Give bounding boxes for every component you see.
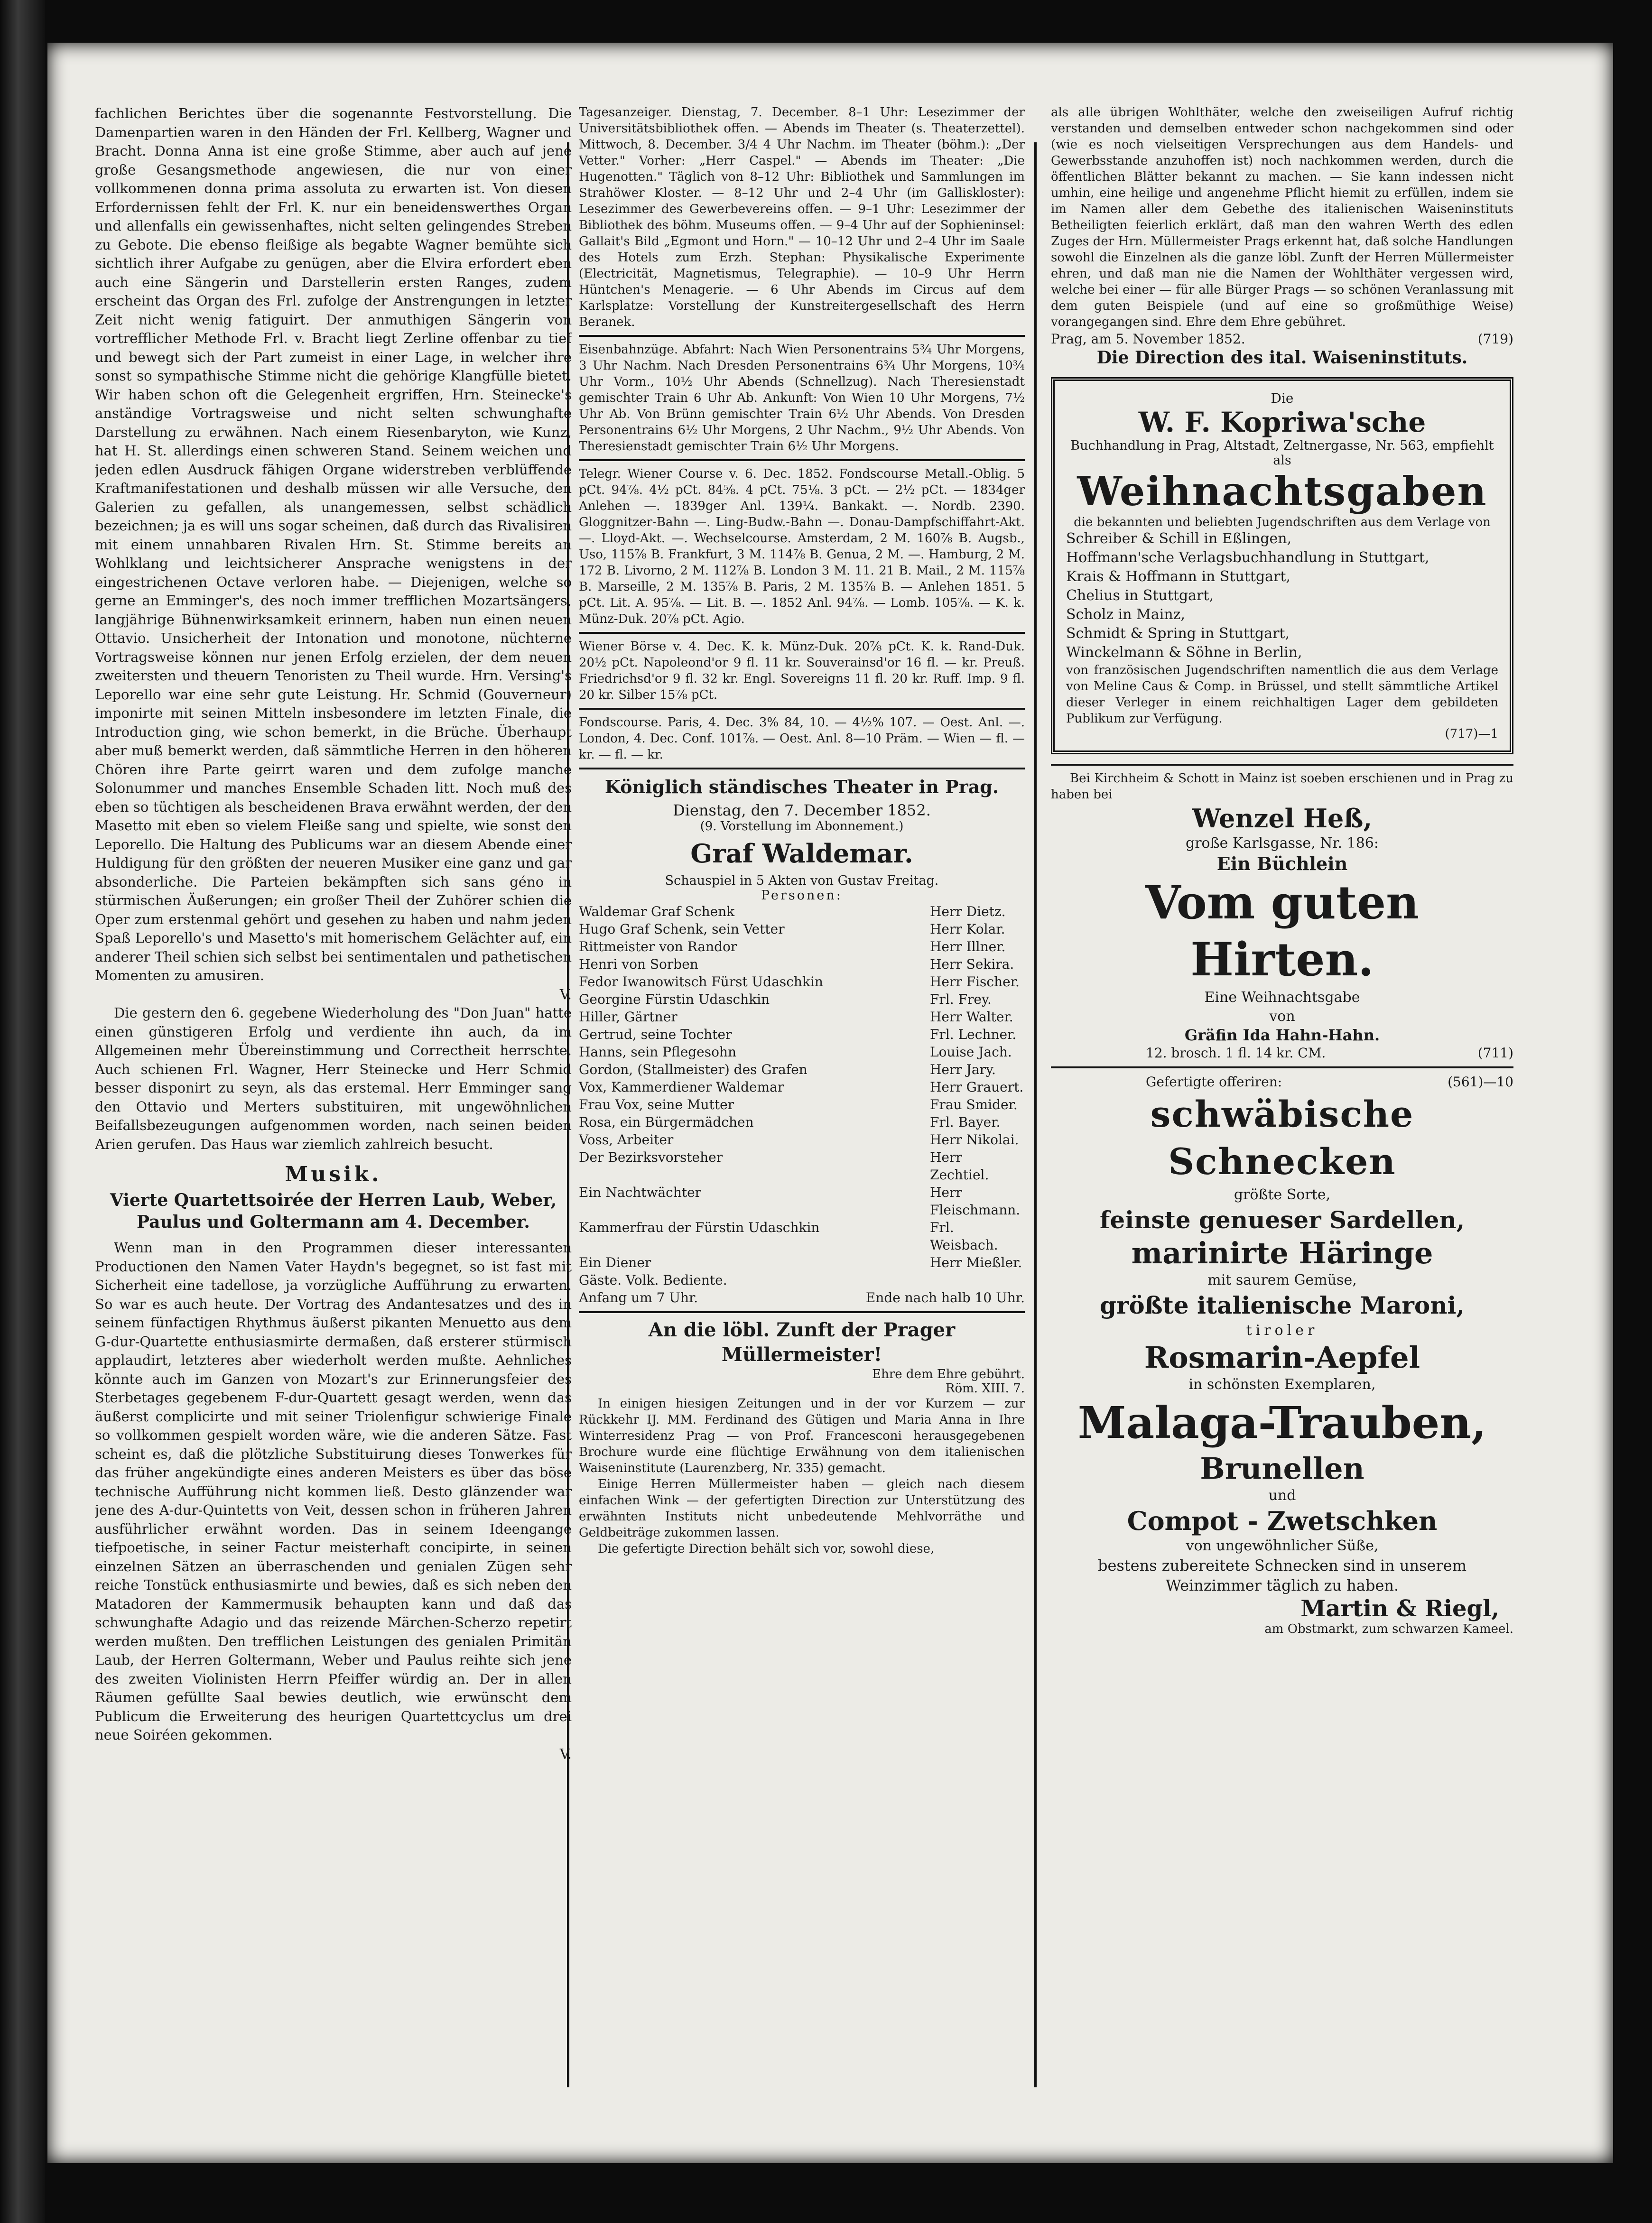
kopriwa-sub: die bekannten und beliebten Jugendschriften aus dem Verlage von (1074, 515, 1491, 529)
zunft-paragraph: In einigen hiesigen Zeitungen und in der vor Kurzem — zur Rückkehr IJ. MM. Ferdinand des Gütigen und Maria Anna in Ihre Winterresidenz Prag — von Prof. Francesconi herausgegebenen Brochure wurde eine flüchtige Erwähnung von dem italienischen Waiseninstitute (Laurenzberg, Nr. 335) gemacht. (579, 1397, 1025, 1475)
cast-role: Rittmeister von Randor (579, 939, 737, 954)
schnecken-number: (561)—10 (1448, 1074, 1513, 1090)
hess-buechlein: Ein Büchlein (1216, 853, 1348, 874)
sardellen: feinste genueser Sardellen, (1099, 1206, 1465, 1234)
haeringe: marinirte Häringe (1131, 1236, 1433, 1270)
cast-row (579, 1271, 1025, 1289)
play-genre: Schauspiel in 5 Akten von Gustav Freitag. (665, 873, 939, 888)
publisher-item: Schreiber & Schill in Eßlingen, (1066, 530, 1292, 547)
cast-actor: Herr Dietz. (930, 904, 1006, 919)
cast-actor: Herr Walter. (930, 1009, 1013, 1025)
zunft-paragraph: Die gefertigte Direction behält sich vor, sowohl diese, (598, 1542, 935, 1556)
cast-actor: Frl. Bayer. (930, 1114, 1001, 1130)
schnecken-title: schwäbische Schnecken (1150, 1093, 1414, 1183)
cast-actor: Frl. Frey. (930, 991, 992, 1007)
theatre-date: Dienstag, den 7. December 1852. (673, 801, 931, 819)
cast-row (579, 1026, 1025, 1043)
fondscourse: Fondscourse. Paris, 4. Dec. 3% 84, 10. — 4½% 107. — Oest. Anl. —. London, 4. Dec. Conf. 101⅞. — Oest. Anl. 8—10 Präm. — Wien — fl. — kr. — fl. — kr. (579, 715, 1025, 762)
cast-list (579, 903, 1025, 1289)
bestens: bestens zubereitete Schnecken sind in unserem Weinzimmer täglich zu haben. (1097, 1556, 1467, 1594)
cast-actor: Herr Fleischmann. (930, 1185, 1021, 1218)
hess-von: von (1269, 1008, 1295, 1025)
cast-role: Ein Nachtwächter (579, 1185, 702, 1200)
cast-actor: Herr Jary. (930, 1062, 996, 1077)
signature: V. (559, 1745, 572, 1762)
cast-actor (930, 1271, 1025, 1289)
cast-actor: Frl. Lechner. (930, 1027, 1017, 1042)
cast-row (579, 1254, 1025, 1271)
ungewoehnlich: von ungewöhnlicher Süße, (1186, 1538, 1379, 1554)
cast-row (579, 973, 1025, 991)
date-line (1051, 330, 1513, 348)
zunft-motto: Ehre dem Ehre gebührt. (872, 1367, 1025, 1381)
column-1 (95, 104, 572, 2087)
cast-role: Der Bezirksvorsteher (579, 1149, 723, 1165)
publisher-item: Winckelmann & Söhne in Berlin, (1066, 644, 1302, 661)
cast-actor: Herr Mießler. (930, 1255, 1022, 1270)
cast-row (579, 991, 1025, 1008)
tiroler: tiroler (1246, 1322, 1318, 1339)
cast-role: Gäste. Volk. Bediente. (579, 1272, 727, 1288)
hirten-title: Vom guten Hirten. (1145, 876, 1419, 986)
zunft-title: An die löbl. Zunft der Prager Müllermeister! (648, 1319, 956, 1366)
firm-address: am Obstmarkt, zum schwarzen Kameel. (1264, 1622, 1513, 1636)
cast-actor: Louise Jach. (930, 1044, 1012, 1060)
hess-intro: Bei Kirchheim & Schott in Mainz ist soeben erschienen und in Prag zu haben bei (1051, 771, 1513, 802)
music-heading: Musik. (285, 1162, 382, 1186)
cast-role: Voss, Arbeiter (579, 1132, 674, 1148)
publisher-item: Hoffmann'sche Verlagsbuchhandlung in Stuttgart, (1066, 549, 1429, 566)
cast-row (579, 1113, 1025, 1131)
wiener-boerse: Wiener Börse v. 4. Dec. K. k. Münz-Duk. 20⅞ pCt. K. k. Rand-Duk. 20½ pCt. Napoleond'or 9 fl. 11 kr. Souverainsd'or 16 fl. — kr. Preuß. Friedrichsd'or 9 fl. 32 kr. Engl. Sovereigns 11 fl. 20 kr. Ruff. Imp. 9 fl. 20 kr. Silber 15⅞ pCt. (579, 639, 1025, 702)
cast-actor: Herr Illner. (930, 939, 1006, 954)
music-subheading: Vierte Quartettsoirée der Herren Laub, Weber, Paulus und Goltermann am 4. December. (110, 1190, 557, 1232)
zunft-motto-ref: Röm. XIII. 7. (945, 1381, 1025, 1396)
cast-role: Waldemar Graf Schenk (579, 904, 735, 919)
music-paragraph: Wenn man in den Programmen dieser interessanten Productionen den Namen Vater Haydn's begegnet, so ist fast mit Sicherheit eine tadellose, ja vorzügliche Aufführung zu erwarten. So war es auch heute. Der Vortrag des Andantesatzes und des in seinem fünfactigen Rhythmus äußerst pikanten Menuetto aus dem G-dur-Quartette enthusiasmirte dermaßen, daß ersterer stürmisch applaudirt, letzteres aber wiederholt werden mußte. Aehnliches könnte auch im Ganzen von Mozart's zur Erinnerungsfeier des Sterbetages gegebenem F-dur-Quartett gesagt werden, wenn das äußerst complicirte und mit seiner Triolenfigur schwierige Finale so vollkommen gespielt worden wäre, wie die anderen Sätze. Fast scheint es, daß die plötzliche Substituirung dieses Tonwerkes für das früher angekündigte eines anderen Meisters es über das böse technische Aufführung nicht kommen ließ. Desto glänzender war jene des A-dur-Quintetts von Veit, dessen schon in früheren Jahren ausführlicher erwähnt worden. Das in seinem Ideengange tiefpoetische, in seiner Factur meisterhaft concipirte, in seinen einzelnen Sätzen an überraschenden und genialen Zügen sehr reiche Tonstück enthusiasmirte und bewies, daß es sich neben den Matadoren der Kammermusik behaupten kann und daß das schwunghafte Adagio und das reizende Märchen-Scherzo repetirt werden mußten. Den trefflichen Leistungen des genialen Primitän Laub, der Herren Goltermann, Weber und Paulus reihte sich jene des zweiten Violinisten Herrn Pfeiffer würdig an. Der in allen Räumen gefüllte Saal bewies deutlich, wie erwünscht dem Publicum die Erweiterung des heurigen Quartettcyclus um drei neue Soiréen gekommen. (95, 1240, 572, 1743)
cast-row (579, 1078, 1025, 1096)
cast-role: Vox, Kammerdiener Waldemar (579, 1079, 784, 1095)
cast-row (579, 1008, 1025, 1026)
cast-role: Kammerfrau der Fürstin Udaschkin (579, 1220, 820, 1235)
ende: Ende nach halb 10 Uhr. (865, 1290, 1025, 1306)
cast-role: Gertrud, seine Tochter (579, 1027, 732, 1042)
schnecken-head-line (1051, 1073, 1513, 1091)
cast-actor: Herr Grauert. (930, 1079, 1024, 1095)
kopriwa-name: W. F. Kopriwa'sche (1138, 406, 1426, 438)
kopriwa-line: Buchhandlung in Prag, Altstadt, Zeltnergasse, Nr. 563, empfiehlt als (1070, 438, 1494, 468)
cast-row (579, 1043, 1025, 1061)
cast-actor: Frau Smider. (930, 1097, 1018, 1112)
cast-actor: Herr Zechtiel. (930, 1149, 989, 1183)
cast-row (579, 1184, 1025, 1219)
waisen-paragraph: als alle übrigen Wohlthäter, welche den zweiseiligen Aufruf richtig verstanden und demselben entweder schon nachgekommen sind oder (wie es noch vielseitigen Versprechungen aus dem Handels- und Gewerbsstande anzuhoffen ist) noch nachkommen werden, durch die öffentlichen Blätter bekannt zu machen. — Sie kann indessen nicht umhin, eine heilige und angenehme Pflicht hiemit zu erfüllen, indem sie im Namen aller dem Gebethe des italienischen Waiseninstituts Betheiligten feierlich erklärt, daß man den wahren Werth des edlen Zuges der Hrn. Müllermeister Prags erkennt hat, daß solche Handlungen sowohl die Einzelnen als die ganze löbl. Zunft der Herren Müllermeister ehren, und daß man nie die Namen der Wohlthäter vergessen wird, welche bei einer — für alle Bürger Prags — so schönen Veranlassung mit dem guten Beispiele (und auf eine so großmüthige Weise) vorangegangen sind. Ehre dem Ehre gebühret. (1051, 105, 1513, 329)
weihnachtsgaben: Weihnachtsgaben (1077, 468, 1487, 515)
cast-row (579, 1061, 1025, 1078)
anfang: Anfang um 7 Uhr. (579, 1290, 698, 1306)
cast-row (579, 1149, 1025, 1184)
kopriwa-die: Die (1271, 390, 1294, 406)
hess-author: Gräfin Ida Hahn-Hahn. (1184, 1026, 1380, 1044)
rosmarin: Rosmarin-Aepfel (1144, 1340, 1420, 1375)
theatre-times (579, 1289, 1025, 1306)
kopriwa-tail: von französischen Jugendschriften namentlich die aus dem Verlage von Meline Caus & Comp. in Brüssel, und stellt sämmtliche Artikel dieser Verleger in einem reichhaltigen Lager dem gebildeten Publikum zur Verfügung. (1066, 663, 1498, 726)
direction-signature: Die Direction des ital. Waiseninstituts. (1096, 348, 1468, 368)
left-page-edge (0, 0, 45, 2223)
hess-name: Wenzel Heß, (1192, 803, 1373, 834)
publisher-item: Krais & Hoffmann in Stuttgart, (1066, 568, 1290, 585)
cast-role: Hiller, Gärtner (579, 1009, 678, 1025)
column-2 (567, 104, 1034, 2087)
column-3 (1051, 104, 1513, 2087)
brunellen: Brunellen (1200, 1451, 1364, 1486)
cast-role: Hanns, sein Pflegesohn (579, 1044, 737, 1060)
schnecken-head: Gefertigte offeriren: (1146, 1074, 1282, 1090)
publisher-list (1066, 529, 1498, 662)
publisher-item: Schmidt & Spring in Stuttgart, (1066, 625, 1290, 642)
cast-row (579, 1131, 1025, 1149)
date-text: Prag, am 5. November 1852. (1051, 331, 1245, 347)
telegraph-course: Telegr. Wiener Course v. 6. Dec. 1852. Fondscourse Metall.-Oblig. 5 pCt. 94⅞. 4½ pCt. 84⅝. 4 pCt. 75⅛. 3 pCt. — 2½ pCt. — 1834ger Anlehen —. 1839ger Anl. 139¼. Bankakt. —. Nordb. 2390. Gloggnitzer-Bahn —. Ling-Budw.-Bahn —. Donau-Dampfschiffahrt-Akt. —. Lloyd-Akt. —. Wechselcourse. Amsterdam, 2 M. 160⅞ B. Augsb., Uso, 115⅞ B. Frankfurt, 3 M. 114⅞ B. Genua, 2 M. —. Hamburg, 2 M. 172 B. Livorno, 2 M. 112⅞ B. London 3 M. 11. 21 B. Mail., 2 M. 115⅞ B. Marseille, 2 M. 135⅞ B. Paris, 2 M. 135⅞ B. — Anlehen 1851. 5 pCt. Lit. A. 95⅞. — Lit. B. —. 1852 Anl. 94⅞. — Lomb. 105⅞. — K. k. Münz-Duk. 20⅞ pCt. Agio. (579, 467, 1025, 626)
cast-role: Henri von Sorben (579, 956, 698, 972)
compot: Compot - Zwetschken (1127, 1506, 1438, 1536)
und: und (1268, 1487, 1296, 1504)
theatre-note: (9. Vorstellung im Abonnement.) (700, 819, 904, 834)
cast-role: Frau Vox, seine Mutter (579, 1097, 734, 1112)
kopriwa-number: (717)—1 (1445, 727, 1498, 741)
cast-row (579, 1096, 1025, 1113)
signature: V. (559, 986, 572, 1002)
cast-row (579, 903, 1025, 920)
column-rule-2 (1034, 142, 1037, 2087)
hess-address: große Karlsgasse, Nr. 186: (1185, 835, 1379, 852)
cast-role: Gordon, (Stallmeister) des Grafen (579, 1062, 807, 1077)
hess-number: (711) (1477, 1045, 1513, 1061)
cast-actor: Herr Nikolai. (930, 1132, 1019, 1148)
kopriwa-advertisement (1051, 377, 1513, 754)
cast-role: Ein Diener (579, 1255, 651, 1270)
hess-price: 12. brosch. 1 fl. 14 kr. CM. (1146, 1045, 1326, 1061)
cast-role: Hugo Graf Schenk, sein Vetter (579, 921, 785, 937)
hess-sub: Eine Weihnachtsgabe (1204, 989, 1360, 1006)
play-title: Graf Waldemar. (690, 838, 913, 869)
tagesanzeiger: Tagesanzeiger. Dienstag, 7. December. 8–1 Uhr: Lesezimmer der Universitätsbibliothek offen. — Abends im Theater (s. Theaterzettel). Mittwoch, 8. December. 3/4 4 Uhr Nachm. im Theater (böhm.): „Der Vetter." Vorher: „Herr Caspel." — Abends im Theater: „Die Hugenotten." Täglich von 8–12 Uhr: Bibliothek und Sammlungen im Strahöwer Kloster. — 8–12 Uhr und 2–4 Uhr (im Galliskloster): Lesezimmer des Gewerbevereins offen. — 9–1 Uhr: Lesezimmer der Bibliothek des böhm. Museums offen. — 9–4 Uhr auf der Sophieninsel: Gallait's Bild „Egmont und Horn." — 10–12 Uhr und 2–4 Uhr im Saale des Hotels zum Erzh. Stephan: Physikalische Experimente (Electricität, Magnetismus, Telegraphie). — 10–9 Uhr Herrn Hüntchen's Menagerie. — 6 Uhr Abends im Circus auf dem Karlsplatze: Vorstellung der Kunstreitergesellschaft des Herrn Beranek. (579, 105, 1025, 329)
sorte: größte Sorte, (1234, 1186, 1331, 1203)
cast-actor: Herr Sekira. (930, 956, 1014, 972)
eisenbahnzuege: Eisenbahnzüge. Abfahrt: Nach Wien Personentrains 5¾ Uhr Morgens, 3 Uhr Nachm. Nach Dresden Personentrains 6¾ Uhr Morgens, 10¾ Uhr Vorm., 10½ Uhr Abends (Schnellzug). Nach Theresienstadt gemischter Train 6 Uhr Ab. Ankunft: Von Wien 10 Uhr Morgens, 7½ Uhr Ab. Von Brünn gemischter Train 6½ Uhr Abends. Von Dresden Personentrains 6½ Uhr Morgens, 2 Uhr Nachm., 9½ Uhr Abends. Von Theresienstadt gemischter Train 6½ Uhr Morgens. (579, 343, 1025, 454)
maroni: größte italienische Maroni, (1100, 1291, 1465, 1319)
gemuese: mit saurem Gemüse, (1207, 1272, 1357, 1288)
cast-row (579, 920, 1025, 938)
publisher-item: Scholz in Mainz, (1066, 606, 1185, 623)
personen-heading: Personen: (761, 888, 843, 903)
cast-role: Georgine Fürstin Udaschkin (579, 991, 770, 1007)
zunft-paragraph: Einige Herren Müllermeister haben — gleich nach diesem einfachen Wink — der gefertigten Direction zur Unterstützung des erwähnten Instituts nicht unbedeutende Mehlvorräthe und Geldbeiträge zukommen lassen. (579, 1477, 1025, 1540)
theatre-title: Königlich ständisches Theater in Prag. (604, 776, 999, 797)
hess-price-line (1051, 1044, 1513, 1062)
cast-row (579, 955, 1025, 973)
exemplaren: in schönsten Exemplaren, (1188, 1376, 1376, 1393)
publisher-item: Chelius in Stuttgart, (1066, 587, 1214, 604)
malaga: Malaga-Trauben, (1077, 1397, 1487, 1448)
review-paragraph-2: Die gestern den 6. gegebene Wiederholung des "Don Juan" hatte einen günstigeren Erfolg und verdiente ihn auch, da im Allgemeinen mehr Übereinstimmung und Correctheit herrschte. Auch schienen Frl. Wagner, Herr Steinecke und Herr Schmid besser disponirt zu seyn, als das erstemal. Herr Emminger sang den Ottavio und Merters substituiren, mit ungewöhnlichen Beifallsbezeugungen aufgenommen worden, nach seinen beiden Arien gerufen. Das Haus war ziemlich zahlreich besucht. (95, 1005, 572, 1152)
cast-actor: Herr Kolar. (930, 921, 1005, 937)
date-number: (719) (1477, 331, 1513, 347)
cast-actor: Frl. Weisbach. (930, 1220, 998, 1253)
cast-role: Rosa, ein Bürgermädchen (579, 1114, 754, 1130)
cast-row (579, 1219, 1025, 1254)
cast-row (579, 938, 1025, 955)
firm-name: Martin & Riegl, (1300, 1595, 1499, 1622)
cast-actor: Herr Fischer. (930, 974, 1020, 990)
cast-role: Fedor Iwanowitsch Fürst Udaschkin (579, 974, 823, 990)
review-paragraph-1: fachlichen Berichtes über die sogenannte Festvorstellung. Die Damenpartien waren in den Händen der Frl. Kellberg, Wagner und Bracht. Donna Anna ist eine große Stimme, aber auch auf jene große Gesangsmethode angewiesen, die nur von einer vollkommenen donna prima assoluta zu erwarten ist. Von diesen Erfordernissen fehlt der Frl. K. nur ein beneidenswerthes Organ und allenfalls ein gewissenhaftes, nicht selten gelingendes Streben zu Gebote. Die ebenso fleißige als begabte Wagner bemühte sich sichtlich ihrer Aufgabe zu genügen, aber die Elvira erfordert eben auch eine Sängerin und Darstellerin ersten Ranges, zudem erscheint das Organ des Frl. zufolge der Anstrengungen in letzter Zeit nicht wenig fatiguirt. Der anmuthigen Sängerin von vortrefflicher Methode Frl. v. Bracht liegt Zerline offenbar zu tief und bewegt sich der Part zumeist in einer Lage, in welcher ihre sonst so sympathische Stimme nicht die gehörige Klangfülle bietet. Wir haben schon oft die Gelegenheit ergriffen, Hrn. Steinecke's anständige Vortragsweise und nicht selten schwunghafte Darstellung zu erwähnen. Nach einem Riesenbaryton, wie Kunz, hat H. St. allerdings einen schweren Stand. Seinem weichen und jeden edlen Ausdruck fähigen Organe widerstreben verblüffende Kraftmanifestationen und deshalb müssen wir alle Versuche, den Galerien zu gefallen, als unangemessen, selbst schädlich bezeichnen; ja es will uns sogar scheinen, daß durch das Rivalisiren mit einem unnahbaren Rivalen Hrn. St. Stimme bereits an Wohlklang und leichtsicherer Ansprache wenigstens in der eingestrichenen Octave verloren habe. — Diejenigen, welche so gerne an Emminger's, des noch immer trefflichen Mozartsängers, langjährige Bühnenwirksamkeit erinnern, haben nun einen neuen Ottavio. Unsicherheit der Intonation und monotone, nüchterne Vortragsweise können nur jenen Erfolg erzielen, der dem neuen zweitersten und theuern Tenoristen zu Theil wurde. Hrn. Versing's Leporello war eine sehr gute Leistung. Hr. Schmid (Gouverneur) imponirte mit seinen Mitteln insbesondere im letzten Finale, die Introduction ging, wie schon bemerkt, in die Brüche. Überhaupt aber muß bemerkt werden, daß sämmtliche Herren in den höheren Chören ihre Parte geirrt waren und dem zufolge manche Solonummer und manches Ensemble Schaden litt. Noch muß des eben so tüchtigen als bescheidenen Brava erwähnt werden, der den Masetto mit eben so vielem Fleiße sang und spielte, wie sonst den Leporello. Die Haltung des Publicums war an diesem Abende einer Huldigung für den größten der neueren Musiker eine ganz und gar absonderliche. Die Parteien bekämpften sich sans géno in stürmischen Äußerungen; ein großer Theil der Zuhörer schien die Oper zum erstenmal gehört und gesehen zu haben und nahm jeden Spaß Leporello's und Masetto's mit homerischem Gelächter auf, ein anderer Theil schien sich selbst bei sentimentalen und pathetischen Momenten zu amusiren. (95, 105, 572, 983)
